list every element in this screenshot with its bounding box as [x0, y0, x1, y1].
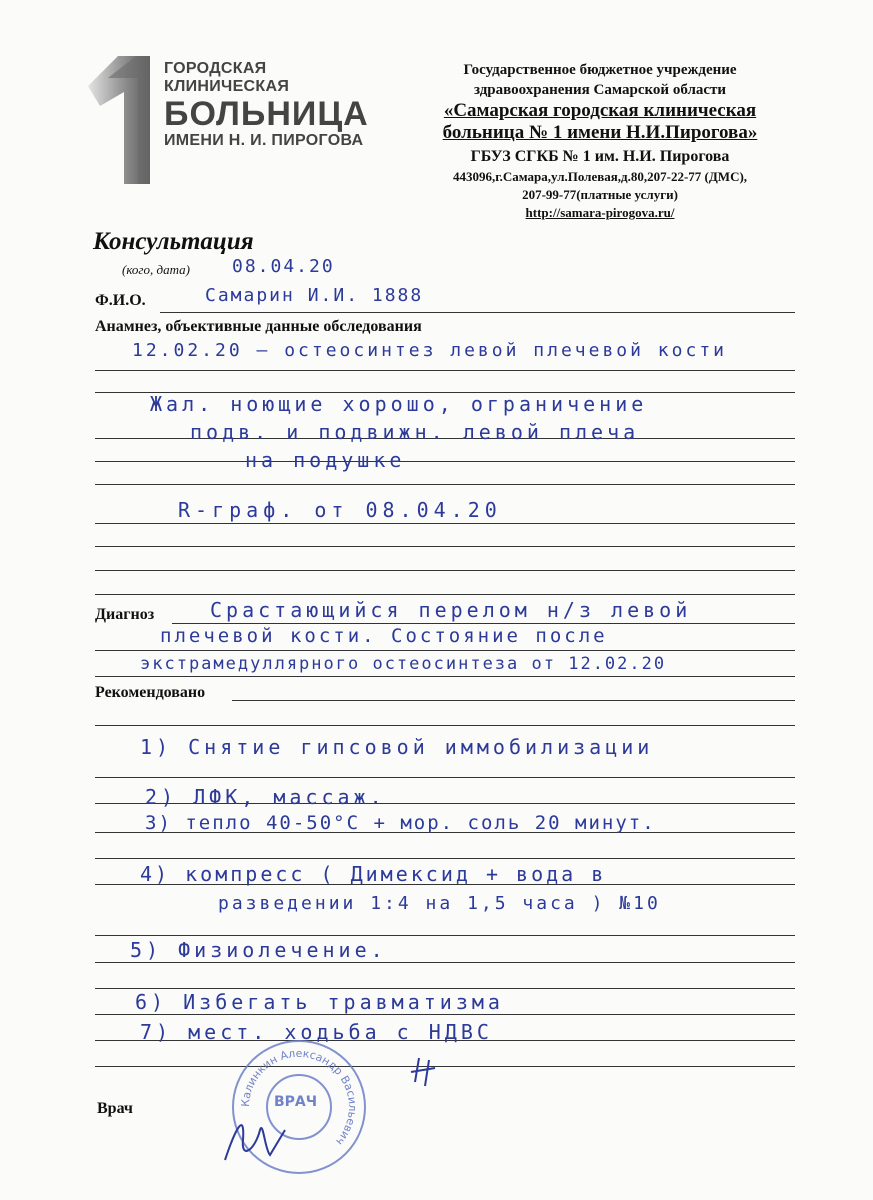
institution-header: [400, 60, 800, 222]
recommended-rule: [95, 858, 795, 859]
recommendation-item: 2) ЛФК, массаж.: [145, 785, 386, 809]
recommended-rule: [95, 777, 795, 778]
form-title: Консультация: [93, 228, 254, 255]
recommended-rule: [95, 1014, 795, 1015]
header-phone: 207-99-77(платные услуги): [522, 187, 678, 202]
anamnesis-line: Жал. ноющие хорошо, ограничение: [150, 392, 648, 416]
header-website-link[interactable]: http://samara-pirogova.ru/: [525, 205, 675, 220]
consultation-date: 08.04.20: [232, 256, 335, 277]
anamnesis-rule-8: [95, 570, 795, 571]
anamnesis-line: 12.02.20 – остеосинтез левой плечевой кости: [132, 340, 727, 361]
header-line4: больница № 1 имени Н.И.Пирогова»: [442, 122, 758, 143]
diagnosis-line: плечевой кости. Состояние после: [160, 625, 608, 647]
recommendation-item: 3) тепло 40-50°С + мор. соль 20 минут.: [145, 812, 656, 834]
anamnesis-rule-1: [95, 370, 795, 371]
recommended-rule-0: [232, 700, 795, 701]
anamnesis-rule-7: [95, 546, 795, 547]
fio-label: Ф.И.О.: [95, 292, 146, 309]
recommended-rule: [95, 1066, 795, 1067]
logo-line1: ГОРОДСКАЯ КЛИНИЧЕСКАЯ: [164, 60, 290, 95]
logo-number-one-icon: [78, 48, 168, 188]
recommended-rule: [95, 935, 795, 936]
stamp-ring-text: Калинкин Александр Васильевич: [238, 1046, 360, 1148]
fio-value: Самарин И.И. 1888: [205, 285, 424, 306]
anamnesis-line: R-граф. от 08.04.20: [178, 498, 502, 522]
header-line3: «Самарская городская клиническая: [443, 100, 757, 121]
recommendation-item: 4) компресс ( Димексид + вода в: [140, 862, 607, 886]
diagnosis-rule-2: [95, 650, 795, 651]
logo-line3: ИМЕНИ Н. И. ПИРОГОВА: [164, 132, 364, 149]
recommendation-item: 6) Избегать травматизма: [135, 990, 504, 1014]
recommendation-item: 7) мест. ходьба с НДВС: [140, 1020, 493, 1044]
header-address: 443096,г.Самара,ул.Полевая,д.80,207-22-77 (ДМС),: [452, 169, 748, 184]
diagnosis-label: Диагноз: [95, 606, 155, 623]
diagnosis-line: экстрамедуллярного остеосинтеза от 12.02.20: [140, 654, 667, 674]
stamp-text: ВРАЧ: [274, 1094, 318, 1110]
recommended-rule: [95, 725, 795, 726]
anamnesis-line: на подушке: [245, 448, 406, 472]
recommendation-item: 1) Снятие гипсовой иммобилизации: [140, 735, 654, 759]
diagnosis-rule-3: [95, 676, 795, 677]
anamnesis-rule-6: [95, 523, 795, 524]
recommended-rule: [95, 988, 795, 989]
anamnesis-rule-5: [95, 484, 795, 485]
recommendation-item: разведении 1:4 на 1,5 часа ) №10: [218, 893, 661, 914]
header-line2: здравоохранения Самарской области: [473, 82, 727, 98]
recommended-rule: [95, 962, 795, 963]
doctor-label: Врач: [97, 1100, 133, 1117]
recommendation-item: 5) Физиолечение.: [130, 938, 387, 962]
header-line5: ГБУЗ СГКБ № 1 им. Н.И. Пирогова: [470, 148, 730, 165]
diagnosis-rule-1: [172, 623, 795, 624]
fio-rule: [160, 312, 795, 313]
anamnesis-line: подв. и подвижн. левой плеча: [190, 420, 640, 444]
anamnesis-label: Анамнез, объективные данные обследования: [95, 318, 422, 335]
form-subtitle: (кого, дата): [122, 262, 190, 277]
header-line1: Государственное бюджетное учреждение: [463, 62, 737, 78]
logo-line2: БОЛЬНИЦА: [164, 95, 369, 133]
hospital-logo: [78, 48, 388, 188]
anamnesis-rule-4: [95, 461, 795, 462]
initials-mark: [405, 1052, 445, 1092]
diagnosis-line: Срастающийся перелом н/з левой: [210, 598, 692, 622]
doctor-signature: [215, 1090, 335, 1170]
recommended-label: Рекомендовано: [95, 684, 206, 701]
anamnesis-rule-9: [95, 594, 795, 595]
